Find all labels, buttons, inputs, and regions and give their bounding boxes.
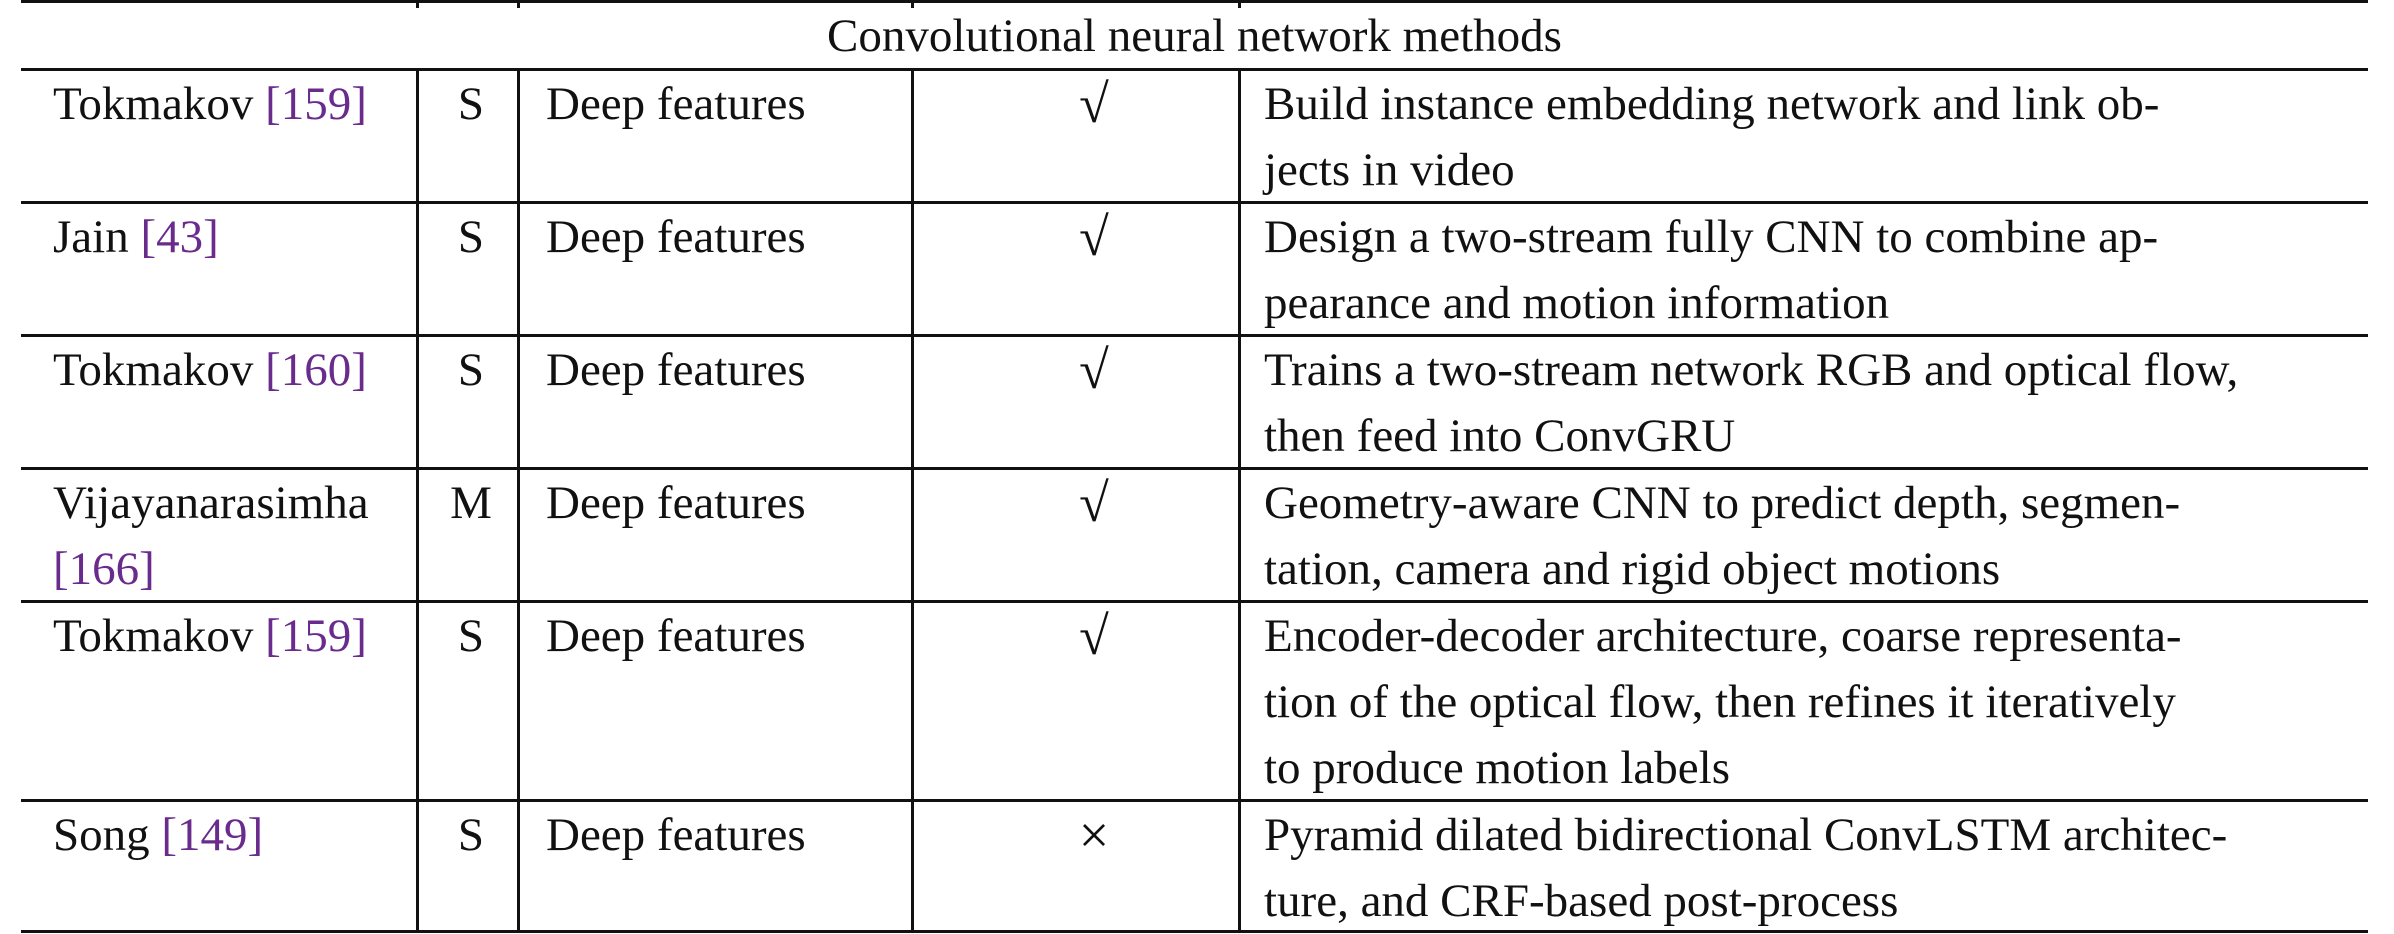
- features-cell: Deep features: [546, 809, 806, 861]
- citation-number: 149: [177, 809, 248, 861]
- table-top-border: [21, 0, 2368, 3]
- table-row: [21, 802, 2368, 930]
- check-mark: √: [1079, 606, 1109, 666]
- table-row: [21, 71, 2368, 201]
- type-cell: S: [457, 78, 485, 130]
- citation-link[interactable]: [43]: [140, 211, 219, 263]
- description-cell: [1264, 337, 2359, 469]
- author-name: Vijayanarasimha: [53, 477, 369, 529]
- description-line: Build instance embedding network and link ob-: [1264, 78, 2160, 130]
- type-cell: S: [457, 211, 485, 263]
- features-cell: Deep features: [546, 211, 806, 263]
- citation-number: 159: [280, 610, 352, 662]
- cross-mark: ×: [1078, 805, 1110, 865]
- section-title: Convolutional neural network methods: [827, 10, 1562, 62]
- author-name: Tokmakov: [53, 78, 254, 130]
- col-divider: [517, 71, 520, 933]
- description-cell: [1264, 802, 2359, 934]
- citation-number: 43: [156, 211, 204, 263]
- description-line: pearance and motion information: [1264, 277, 1890, 329]
- check-mark: √: [1079, 340, 1109, 400]
- col-divider: [1238, 71, 1241, 933]
- description-line: then feed into ConvGRU: [1264, 410, 1736, 462]
- col-divider-stub: [416, 0, 419, 8]
- col-divider-stub: [517, 0, 520, 8]
- methods-table: [21, 0, 2368, 934]
- description-cell: [1264, 470, 2359, 602]
- table-bottom-border: [21, 930, 2368, 933]
- type-cell: S: [457, 344, 485, 396]
- col-divider: [416, 71, 419, 933]
- type-cell: S: [457, 610, 485, 662]
- type-cell: S: [457, 809, 485, 861]
- table-row: [21, 470, 2368, 600]
- table-row: [21, 204, 2368, 334]
- col-divider-stub: [911, 0, 914, 8]
- author-cell: [53, 802, 423, 868]
- author-name: Song: [53, 809, 150, 861]
- table-row: [21, 337, 2368, 467]
- description-cell: [1264, 204, 2359, 336]
- description-line: Design a two-stream fully CNN to combine ap-: [1264, 211, 2159, 263]
- features-cell: Deep features: [546, 477, 806, 529]
- description-line: Geometry-aware CNN to predict depth, segmen-: [1264, 477, 2181, 529]
- citation-link[interactable]: [160]: [265, 344, 367, 396]
- check-mark: √: [1079, 473, 1109, 533]
- check-mark: √: [1079, 74, 1109, 134]
- features-cell: Deep features: [546, 610, 806, 662]
- citation-number: 160: [280, 344, 352, 396]
- description-line: Encoder-decoder architecture, coarse representa-: [1264, 610, 2182, 662]
- citation-link[interactable]: [149]: [161, 809, 264, 861]
- author-name: Tokmakov: [53, 344, 254, 396]
- citation-link[interactable]: [159]: [265, 78, 367, 130]
- citation-link[interactable]: [166]: [53, 543, 155, 595]
- features-cell: Deep features: [546, 78, 806, 130]
- description-line: ture, and CRF-based post-process: [1264, 875, 1899, 927]
- description-line: Pyramid dilated bidirectional ConvLSTM architec-: [1264, 809, 2228, 861]
- author-cell: [53, 204, 423, 270]
- author-cell: [53, 603, 423, 669]
- type-cell: M: [450, 477, 492, 529]
- citation-number: 159: [280, 78, 352, 130]
- citation-link[interactable]: [159]: [265, 610, 367, 662]
- description-cell: [1264, 603, 2359, 801]
- citation-number: 166: [68, 543, 140, 595]
- check-mark: √: [1079, 207, 1109, 267]
- author-cell: [53, 470, 423, 602]
- col-divider: [911, 71, 914, 933]
- description-cell: [1264, 71, 2359, 203]
- description-line: tion of the optical flow, then refines it iteratively: [1264, 676, 2176, 728]
- description-line: tation, camera and rigid object motions: [1264, 543, 2001, 595]
- description-line: to produce motion labels: [1264, 742, 1730, 794]
- author-cell: [53, 71, 423, 137]
- table-row: [21, 603, 2368, 799]
- author-name: Tokmakov: [53, 610, 254, 662]
- author-cell: [53, 337, 423, 403]
- description-line: Trains a two-stream network RGB and optical flow,: [1264, 344, 2239, 396]
- features-cell: Deep features: [546, 344, 806, 396]
- author-name: Jain: [53, 211, 129, 263]
- col-divider-stub: [1238, 0, 1241, 8]
- description-line: jects in video: [1264, 144, 1515, 196]
